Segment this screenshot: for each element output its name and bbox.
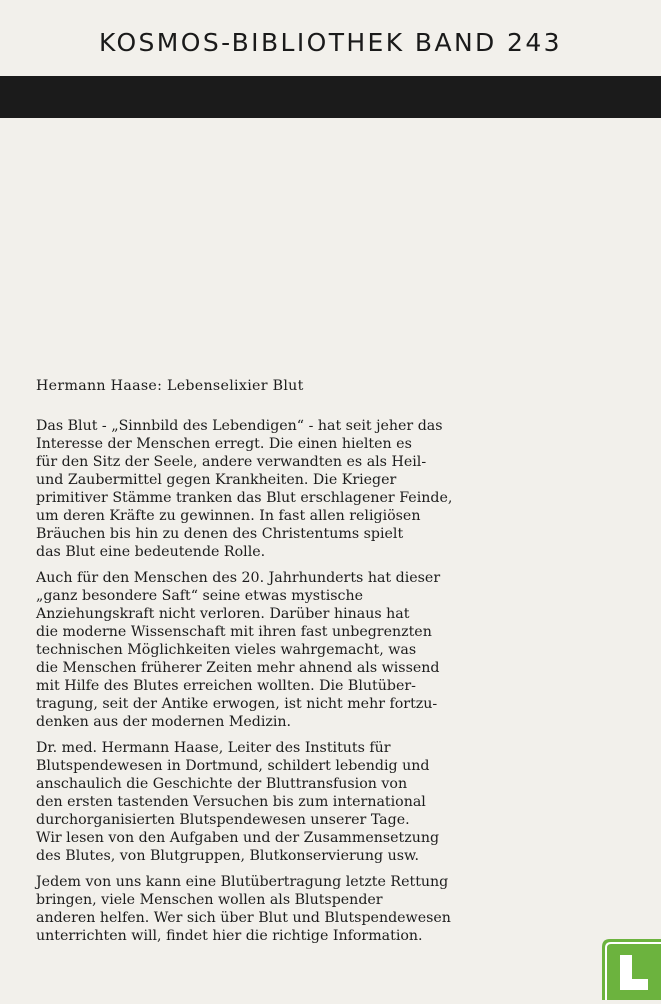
text-line: den ersten tastenden Versuchen bis zum international (36, 794, 426, 810)
text-line: Jedem von uns kann eine Blutübertragung letzte Rettung (36, 874, 449, 890)
text-line: bringen, viele Menschen wollen als Blutspender (36, 892, 383, 908)
text-line: denken aus der modernen Medizin. (36, 714, 292, 730)
text-line: die Menschen früherer Zeiten mehr ahnend als wissend (36, 660, 440, 676)
text-line: durchorganisierten Blutspendewesen unserer Tage. (36, 812, 410, 828)
text-line: anderen helfen. Wer sich über Blut und Blutspendewesen (36, 910, 451, 926)
text-line: unterrichten will, findet hier die richtige Information. (36, 928, 423, 944)
text-line: und Zaubermittel gegen Krankheiten. Die Krieger (36, 472, 397, 488)
blurb (36, 377, 528, 953)
paragraph-4 (36, 873, 528, 945)
book-heading: Hermann Haase: Lebenselixier Blut (36, 378, 304, 394)
text-line: Interesse der Menschen erregt. Die einen hielten es (36, 436, 412, 452)
text-line: des Blutes, von Blutgruppen, Blutkonservierung usw. (36, 848, 420, 864)
text-line: mit Hilfe des Blutes erreichen wollten. Die Blutüber- (36, 678, 416, 694)
text-line: anschaulich die Geschichte der Bluttransfusion von (36, 776, 408, 792)
text-line: technischen Möglichkeiten vieles wahrgemacht, was (36, 642, 417, 658)
series-title: KOSMOS-BIBLIOTHEK BAND 243 (99, 28, 562, 57)
paragraph-3 (36, 739, 528, 865)
text-line: Dr. med. Hermann Haase, Leiter des Instituts für (36, 740, 391, 756)
text-line: das Blut eine bedeutende Rolle. (36, 544, 266, 560)
text-line: für den Sitz der Seele, andere verwandten es als Heil- (36, 454, 427, 470)
text-line: die moderne Wissenschaft mit ihren fast unbegrenzten (36, 624, 432, 640)
text-line: Wir lesen von den Aufgaben und der Zusammensetzung (36, 830, 440, 846)
paragraph-1 (36, 417, 528, 561)
text-line: Das Blut - „Sinnbild des Lebendigen“ - hat seit jeher das (36, 418, 443, 434)
text-line: Anziehungskraft nicht verloren. Darüber hinaus hat (36, 606, 410, 622)
text-line: „ganz besondere Saft“ seine etwas mystische (36, 588, 364, 604)
black-band (0, 76, 661, 118)
watermark-l-logo-icon (596, 933, 661, 1000)
paragraph-2 (36, 569, 528, 731)
text-line: um deren Kräfte zu gewinnen. In fast allen religiösen (36, 508, 421, 524)
text-line: Blutspendewesen in Dortmund, schildert lebendig und (36, 758, 430, 774)
text-line: tragung, seit der Antike erwogen, ist nicht mehr fortzu- (36, 696, 438, 712)
text-line: primitiver Stämme tranken das Blut erschlagener Feinde, (36, 490, 453, 506)
text-line: Auch für den Menschen des 20. Jahrhunderts hat dieser (36, 570, 441, 586)
text-line: Bräuchen bis hin zu denen des Christentums spielt (36, 526, 404, 542)
